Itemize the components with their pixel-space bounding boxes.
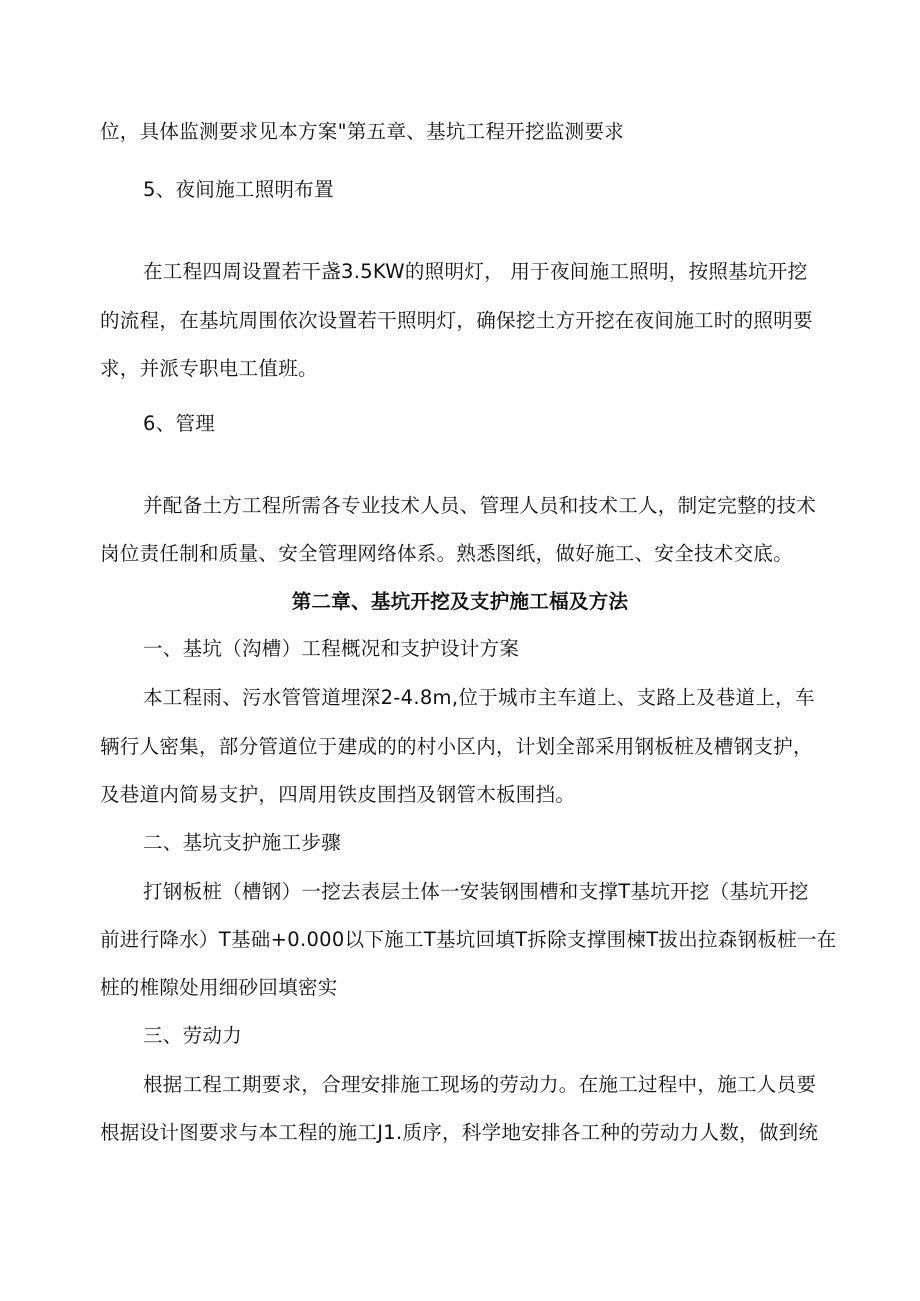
paragraph-line: 的流程，在基坑周围依次设置若干照明灯，确保挖土方开挖在夜间施工时的照明要 (100, 309, 813, 332)
paragraph-line: 位，具体监测要求见本方案"第五章、基坑工程开挖监测要求 (100, 120, 625, 143)
paragraph-line: 打钢板桩（槽钢）一挖去表层土体一安装钢围槽和支撑T基坑开挖（基坑开挖 (143, 880, 809, 903)
subsection-heading-2: 二、基坑支护施工步骤 (143, 831, 342, 854)
paragraph-line: 根据工程工期要求，合理安排施工现场的劳动力。在施工过程中，施工人员要 (143, 1073, 817, 1096)
paragraph-line: 及巷道内简易支护，四周用铁皮围挡及钢管木板围挡。 (100, 783, 576, 806)
paragraph-line: 前进行降水）T基础+0.000以下施工T基坑回填T拆除支撑围楝T拔出拉森钢板桩一在 (100, 928, 837, 951)
subsection-heading-3: 三、劳动力 (143, 1024, 243, 1047)
paragraph-line: 辆行人密集，部分管道位于建成的的村小区内，计划全部采用钢板桩及槽钢支护， (100, 735, 813, 758)
paragraph-line: 本工程雨、污水管管道埋深2-4.8m,位于城市主车道上、支路上及巷道上，车 (143, 686, 815, 709)
paragraph-line: 并配备土方工程所需各专业技术人员、管理人员和技术工人，制定完整的技术 (143, 494, 817, 517)
section-heading-5: 5、夜间施工照明布置 (143, 178, 334, 201)
subsection-heading-1: 一、基坑（沟槽）工程概况和支护设计方案 (143, 637, 520, 660)
chapter-title: 第二章、基坑开挖及支护施工楅及方法 (291, 590, 629, 613)
paragraph-line: 岗位责任制和质量、安全管理网络体系。熟悉图纸，做好施工、安全技术交底。 (100, 542, 794, 565)
paragraph-line: 桩的椎隙处用细砂回填密实 (100, 976, 338, 999)
paragraph-line: 求，并派专职电工值班。 (100, 357, 318, 380)
paragraph-line: 在工程四周设置若干盏3.5KW的照明灯， 用于夜间施工照明，按照基坑开挖 (143, 260, 808, 283)
paragraph-line: 根据设计图要求与本工程的施工J1.质序，科学地安排各工种的劳动力人数，做到统 (100, 1121, 819, 1144)
section-heading-6: 6、管理 (143, 412, 216, 435)
